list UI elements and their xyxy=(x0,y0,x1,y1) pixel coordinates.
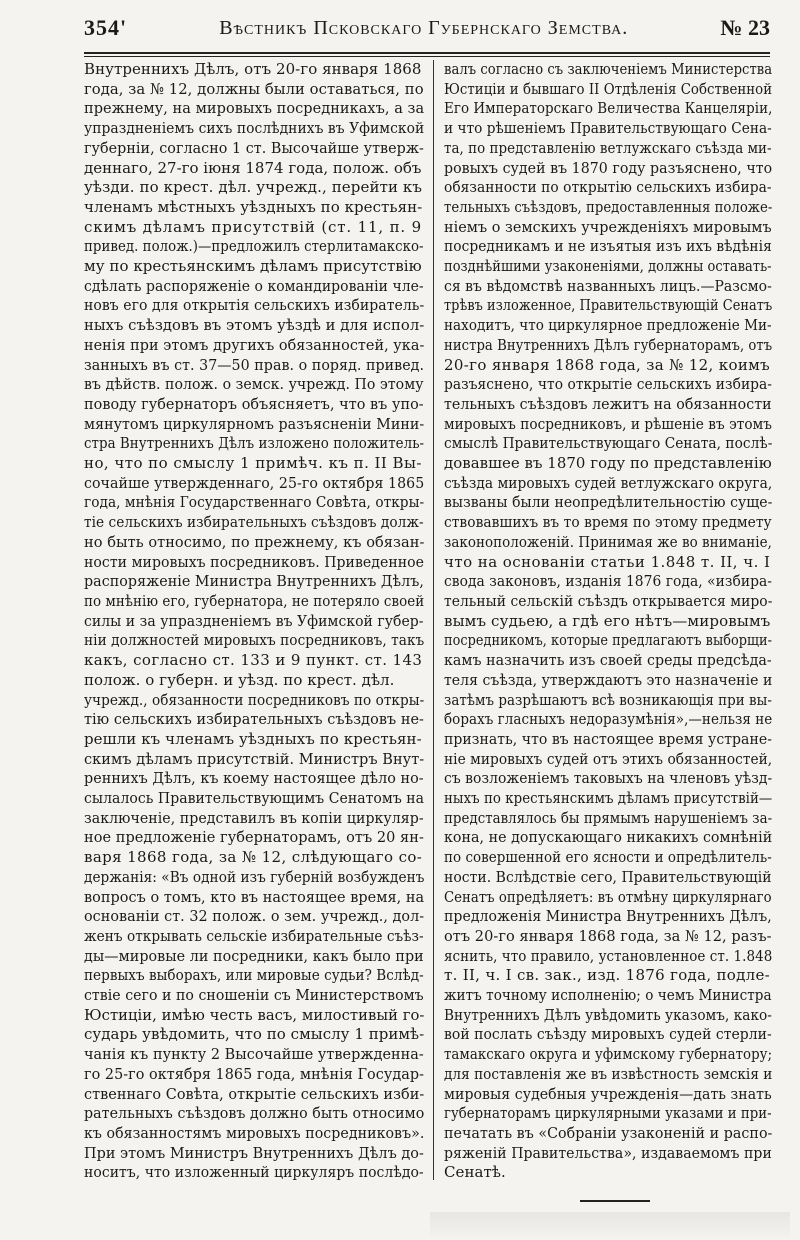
text-line: первыхъ выборахъ, или мировые судьи? Вслѣд- xyxy=(84,966,424,985)
text-line: довавшее въ 1870 году по представленію xyxy=(444,454,772,473)
text-line: реннихъ Дѣлъ, къ коему настоящее дѣло но- xyxy=(84,769,424,788)
text-line: привед. полож.)—предложилъ стерлитамакско- xyxy=(84,237,424,256)
text-line: полож. о губерн. и уѣзд. по крест. дѣл. xyxy=(84,670,395,689)
text-line: тіе сельскихъ избирательныхъ съѣздовъ долж- xyxy=(84,513,424,532)
text-line: ніе мировыхъ судей отъ этихъ обязанностей, xyxy=(444,749,772,768)
text-line: ды—мировые ли посредники, какъ было при xyxy=(84,946,424,965)
text-line: съѣзда мировыхъ судей ветлужскаго округа, xyxy=(444,473,772,492)
text-line: 20-го января 1868 года, за № 12, коимъ xyxy=(444,355,771,374)
text-line: Внутреннихъ Дѣлъ, отъ 20-го января 1868 xyxy=(84,60,422,78)
text-line: решли къ членамъ уѣздныхъ по крестьян- xyxy=(84,729,422,748)
text-line: признать, что въ настоящее время устране- xyxy=(444,729,772,748)
text-line: основаніи ст. 32 полож. о зем. учрежд., дол- xyxy=(84,907,424,926)
text-line: т. II, ч. I св. зак., изд. 1876 года, подле- xyxy=(444,966,770,985)
text-line: членамъ мѣстныхъ уѣздныхъ по крестьян- xyxy=(84,197,423,216)
text-line: рательныхъ съѣздовъ должно быть относимо xyxy=(84,1104,424,1123)
text-line: занныхъ въ ст. 37—50 прав. о поряд. привед. xyxy=(84,355,424,374)
page-number: 354' xyxy=(84,15,128,40)
text-line: тельный сельскій съѣздъ открывается миро- xyxy=(444,591,772,610)
text-line: тельныхъ съѣздовъ лежитъ на обязанности xyxy=(444,394,772,413)
text-line: прежнему, на мировыхъ посредникахъ, а за xyxy=(84,99,424,118)
text-line: женъ открывать сельскіе избирательные съѣз- xyxy=(84,926,424,945)
text-line: мировыхъ посредниковъ, и рѣшеніе въ этомъ xyxy=(444,414,772,433)
text-line: держанія: «Въ одной изъ губерній возбужденъ xyxy=(84,867,424,886)
text-line: затѣмъ разрѣшаютъ всѣ возникающія при вы- xyxy=(444,690,772,709)
text-line: упраздненіемъ сихъ послѣднихъ въ Уфимской xyxy=(84,119,424,138)
text-line: вопросъ о томъ, кто въ настоящее время, на xyxy=(84,887,424,906)
text-line: по мнѣнію его, губернатора, не потеряло своей xyxy=(84,591,424,610)
text-line: обязанности по открытію сельскихъ избира- xyxy=(444,178,772,197)
text-line: разъяснено, что открытіе сельскихъ избира- xyxy=(444,375,772,394)
text-line: деннаго, 27-го іюня 1874 года, полож. объ xyxy=(84,158,422,177)
text-line: теля съѣзда, утверждаютъ это назначеніе и xyxy=(444,670,772,689)
text-line: сдѣлать распоряженіе о командированіи чле- xyxy=(84,276,424,295)
text-line: съ возложеніемъ таковыхъ на членовъ уѣзд- xyxy=(444,769,772,788)
text-line: Юстиціи, имѣю честь васъ, милостивый го- xyxy=(84,1005,424,1024)
text-line: ряженій Правительства», издаваемомъ при xyxy=(444,1143,772,1162)
text-line: нистра Внутреннихъ Дѣлъ губернаторамъ, отъ xyxy=(444,335,772,354)
text-line: свода законовъ, изданія 1876 года, «избира- xyxy=(444,572,772,591)
text-line: кона, не допускающаго никакихъ сомнѣній xyxy=(444,828,772,847)
text-line: ствовавшихъ въ то время по этому предмету xyxy=(444,513,772,532)
text-line: ся въ вѣдомствѣ названныхъ лицъ.—Разсмо- xyxy=(444,276,772,295)
text-line: скимъ дѣламъ присутствій (ст. 11, п. 9 xyxy=(84,217,423,236)
right-column xyxy=(444,60,772,1200)
text-line: Юстиціи и бывшаго II Отдѣленія Собственной xyxy=(444,79,772,98)
text-line: ніемъ о земскихъ учрежденіяхъ мировымъ xyxy=(444,217,772,236)
end-rule xyxy=(580,1200,650,1202)
text-line: новъ его для открытія сельскихъ избиратель- xyxy=(84,296,424,315)
journal-title: Вѣстникъ Псковскаго Губернскаго Земства. xyxy=(219,16,629,39)
text-line: но быть относимо, по прежнему, къ обязан- xyxy=(84,532,424,551)
header-rule xyxy=(84,52,770,57)
text-line: сочайше утвержденнаго, 25-го октября 1865 xyxy=(84,473,424,492)
text-line: законоположеній. Принимая же во вниманіе, xyxy=(444,532,772,551)
text-line: тамакскаго округа и уфимскому губернатору; xyxy=(444,1045,772,1064)
text-line: го 25-го октября 1865 года, мнѣнія Государ- xyxy=(84,1064,424,1083)
text-line: силы и за упраздненіемъ въ Уфимской губер- xyxy=(84,611,424,630)
text-line: трѣвъ изложенное, Правительствующій Сенатъ xyxy=(444,296,772,315)
page-header xyxy=(84,8,770,48)
text-line: уѣзди. по крест. дѣл. учрежд., перейти къ xyxy=(84,178,423,197)
text-line: года, мнѣнія Государственнаго Совѣта, откры- xyxy=(84,493,424,512)
text-line: мянутомъ циркулярномъ разъясненіи Мини- xyxy=(84,414,424,433)
text-line: находитъ, что циркулярное предложеніе Ми- xyxy=(444,316,772,335)
text-line: варя 1868 года, за № 12, слѣдующаго со- xyxy=(84,848,423,867)
text-line: какъ, согласно ст. 133 и 9 пункт. ст. 143 xyxy=(84,651,423,670)
text-line: поводу губернаторъ объясняетъ, что въ упо- xyxy=(84,394,424,413)
issue-number: № 23 xyxy=(720,15,770,40)
text-line: заключеніе, представилъ въ копіи циркуляр- xyxy=(84,808,424,827)
text-line: стра Внутреннихъ Дѣлъ изложено положитель- xyxy=(84,434,424,453)
text-line: житъ точному исполненію; о чемъ Министра xyxy=(444,986,772,1005)
text-line: сударь увѣдомить, что по смыслу 1 примѣ- xyxy=(84,1025,424,1044)
text-line: позднѣйшими узаконеніями, должны оставать- xyxy=(444,257,772,276)
text-line: смыслѣ Правительствующаго Сената, послѣ- xyxy=(444,434,772,453)
text-line: Внутреннихъ Дѣлъ увѣдомить указомъ, како- xyxy=(444,1005,772,1024)
text-line: ности мировыхъ посредниковъ. Приведенное xyxy=(84,552,424,571)
left-column xyxy=(84,60,424,1200)
text-line: отъ 20-го января 1868 года, за № 12, разъ- xyxy=(444,926,772,945)
column-divider xyxy=(433,60,434,1180)
text-line: представлялось бы прямымъ нарушеніемъ за- xyxy=(444,808,772,827)
text-line: распоряженіе Министра Внутреннихъ Дѣлъ, xyxy=(84,572,424,591)
text-line: къ обязанностямъ мировыхъ посредниковъ». xyxy=(84,1123,424,1142)
text-line: скимъ дѣламъ присутствій. Министръ Внут- xyxy=(84,749,424,768)
text-line: ное предложеніе губернаторамъ, отъ 20 ян- xyxy=(84,828,424,847)
text-line: чанія къ пункту 2 Высочайше утвержденна- xyxy=(84,1045,424,1064)
text-line: по совершенной его ясности и опредѣлитель- xyxy=(444,848,772,867)
text-line: печатать въ «Собраніи узаконеній и распо- xyxy=(444,1123,772,1142)
text-line: ственнаго Совѣта, открытіе сельскихъ изби- xyxy=(84,1084,424,1103)
text-line: вой послать съѣзду мировыхъ судей стерли- xyxy=(444,1025,772,1044)
bleed-through-shadow xyxy=(430,1212,790,1236)
text-line: тельныхъ съѣздовъ, предоставленныя положе- xyxy=(444,197,772,216)
text-line: что на основаніи статьи 1.848 т. II, ч. I xyxy=(444,552,771,571)
text-line: ности. Вслѣдствіе сего, Правительствующій xyxy=(444,867,772,886)
text-line: сылалось Правительствующимъ Сенатомъ на xyxy=(84,789,424,808)
text-line: му по крестьянскимъ дѣламъ присутствію xyxy=(84,257,422,276)
text-line: ніи должностей мировыхъ посредниковъ, такъ xyxy=(84,631,424,650)
text-line: предложенія Министра Внутреннихъ Дѣлъ, xyxy=(444,907,772,926)
text-line: При этомъ Министръ Внутреннихъ Дѣлъ до- xyxy=(84,1143,424,1162)
text-line: Сенатъ опредѣляетъ: въ отмѣну циркулярнаго xyxy=(444,887,772,906)
text-line: валъ согласно съ заключеніемъ Министерства xyxy=(444,60,772,78)
text-line: для поставленія же въ извѣстность земскія и xyxy=(444,1064,772,1083)
text-line: года, за № 12, должны были оставаться, по xyxy=(84,79,424,98)
text-line: ствіе сего и по сношеніи съ Министерствомъ xyxy=(84,986,424,1005)
text-line: ныхъ съѣздовъ въ этомъ уѣздѣ и для испол- xyxy=(84,316,424,335)
text-line: Его Императорскаго Величества Канцеляріи, xyxy=(444,99,772,118)
text-line: тію сельскихъ избирательныхъ съѣздовъ не- xyxy=(84,710,424,729)
text-line: губерніи, согласно 1 ст. Высочайше утверж- xyxy=(84,138,424,157)
text-line: и что рѣшеніемъ Правительствующаго Сена- xyxy=(444,119,772,138)
text-line: та, по представленію ветлужскаго съѣзда ми- xyxy=(444,138,772,157)
text-line: мировыя судебныя учрежденія—дать знать xyxy=(444,1084,772,1103)
text-line: борахъ гласныхъ недоразумѣнія»,—нельзя не xyxy=(444,710,772,729)
text-line: вызваны были неопредѣлительностію суще- xyxy=(444,493,772,512)
text-line: учрежд., обязанности посредниковъ по откры- xyxy=(84,690,424,709)
text-line: яснить, что правило, установленное ст. 1.848 xyxy=(444,946,772,965)
text-line: посредникомъ, которые предлагаютъ выборщи- xyxy=(444,631,772,650)
text-line: ненія при этомъ другихъ обязанностей, ука- xyxy=(84,335,424,354)
text-line: ныхъ по крестьянскимъ дѣламъ присутствій— xyxy=(444,789,772,808)
text-line: но, что по смыслу 1 примѣч. къ п. II Вы- xyxy=(84,454,422,473)
text-line: камъ назначить изъ своей среды предсѣда- xyxy=(444,651,772,670)
text-line: вымъ судьею, а гдѣ его нѣтъ—мировымъ xyxy=(444,611,771,630)
text-line: Сенатѣ. xyxy=(444,1163,506,1182)
text-line: губернаторамъ циркулярными указами и при- xyxy=(444,1104,772,1123)
text-line: ровыхъ судей въ 1870 году разъяснено, что xyxy=(444,158,772,177)
text-line: носитъ, что изложенный циркуляръ послѣдо- xyxy=(84,1163,424,1182)
text-line: въ дѣйств. полож. о земск. учрежд. По этому xyxy=(84,375,424,394)
text-line: посредникамъ и не изъятыя изъ ихъ вѣдѣнія xyxy=(444,237,772,256)
